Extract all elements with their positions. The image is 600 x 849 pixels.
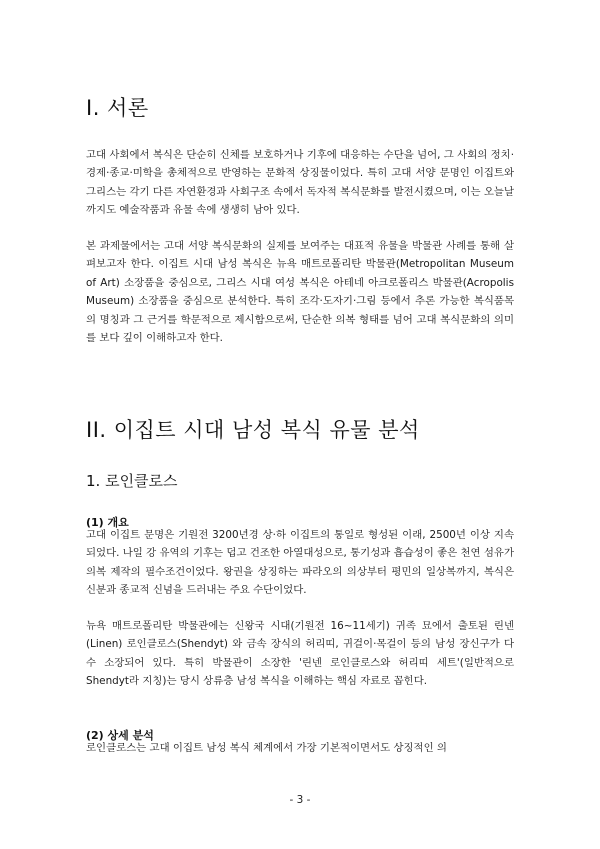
part-heading-overview: (1) 개요 <box>86 516 129 529</box>
subsection-heading-loincloth: 1. 로인클로스 <box>86 472 178 490</box>
paragraph-intro-1: 고대 사회에서 복식은 단순히 신체를 보호하거나 기후에 대응하는 수단을 넘어, 그 사회의 정치·경제·종교·미학을 총체적으로 반영하는 문화적 상징물이었다. 특히 고대 서양 문명인 이집트와 그리스는 각기 다른 자연환경과 사회구조 속에서 독자적 복식문화를 발전시켰으며, 이는 오늘날까지도 예술작품과 유물 속에 생생히 남아 있다. <box>86 149 514 217</box>
paragraph-detail-1: 로인클로스는 고대 이집트 남성 복식 체계에서 가장 기본적이면서도 상징적인 의 <box>86 742 447 754</box>
section-heading-egypt: II. 이집트 시대 남성 복식 유물 분석 <box>86 418 420 442</box>
page-number: - 3 - <box>289 794 311 806</box>
paragraph-overview-2: 뉴욕 매트로폴리탄 박물관에는 신왕국 시대(기원전 16~11세기) 귀족 묘에서 출토된 린넨(Linen) 로인클로스(Shendyt) 와 금속 장식의 허리띠, 귀걸이·목걸이 등의 남성 장신구가 다수 소장되어 있다. 특히 박물관이 소장한 '린넨 로인클로스와 허리띠 세트'(일반적으로 Shendyt라 지칭)는 당시 상류층 남성 복식을 이해하는 핵심 자료로 꼽힌다. <box>86 620 514 688</box>
part-heading-detail: (2) 상세 분석 <box>86 729 154 742</box>
section-heading-introduction: I. 서론 <box>86 96 149 120</box>
paragraph-intro-2: 본 과제물에서는 고대 서양 복식문화의 실제를 보여주는 대표적 유물을 박물관 사례를 통해 살펴보고자 한다. 이집트 시대 남성 복식은 뉴욕 매트로폴리탄 박물관(Metropolitan Museum of Art) 소장품을 중심으로, 그리스 시대 여성 복식은 아테네 아크로폴리스 박물관(Acropolis Museum) 소장품을 중심으로 분석한다. 특히 조각·도자기·그림 등에서 추론 가능한 복식품목의 명칭과 그 근거를 학문적으로 제시함으로써, 단순한 의복 형태를 넘어 고대 복식문화의 의미를 보다 깊이 이해하고자 한다. <box>86 240 514 345</box>
paragraph-overview-1: 고대 이집트 문명은 기원전 3200년경 상·하 이집트의 통일로 형성된 이래, 2500년 이상 지속되었다. 나일 강 유역의 기후는 덥고 건조한 아열대성으로, 통기성과 흡습성이 좋은 천연 섬유가 의복 제작의 필수조건이었다. 왕권을 상징하는 파라오의 의상부터 평민의 일상복까지, 복식은 신분과 종교적 신념을 드러내는 주요 수단이었다. <box>86 529 514 597</box>
